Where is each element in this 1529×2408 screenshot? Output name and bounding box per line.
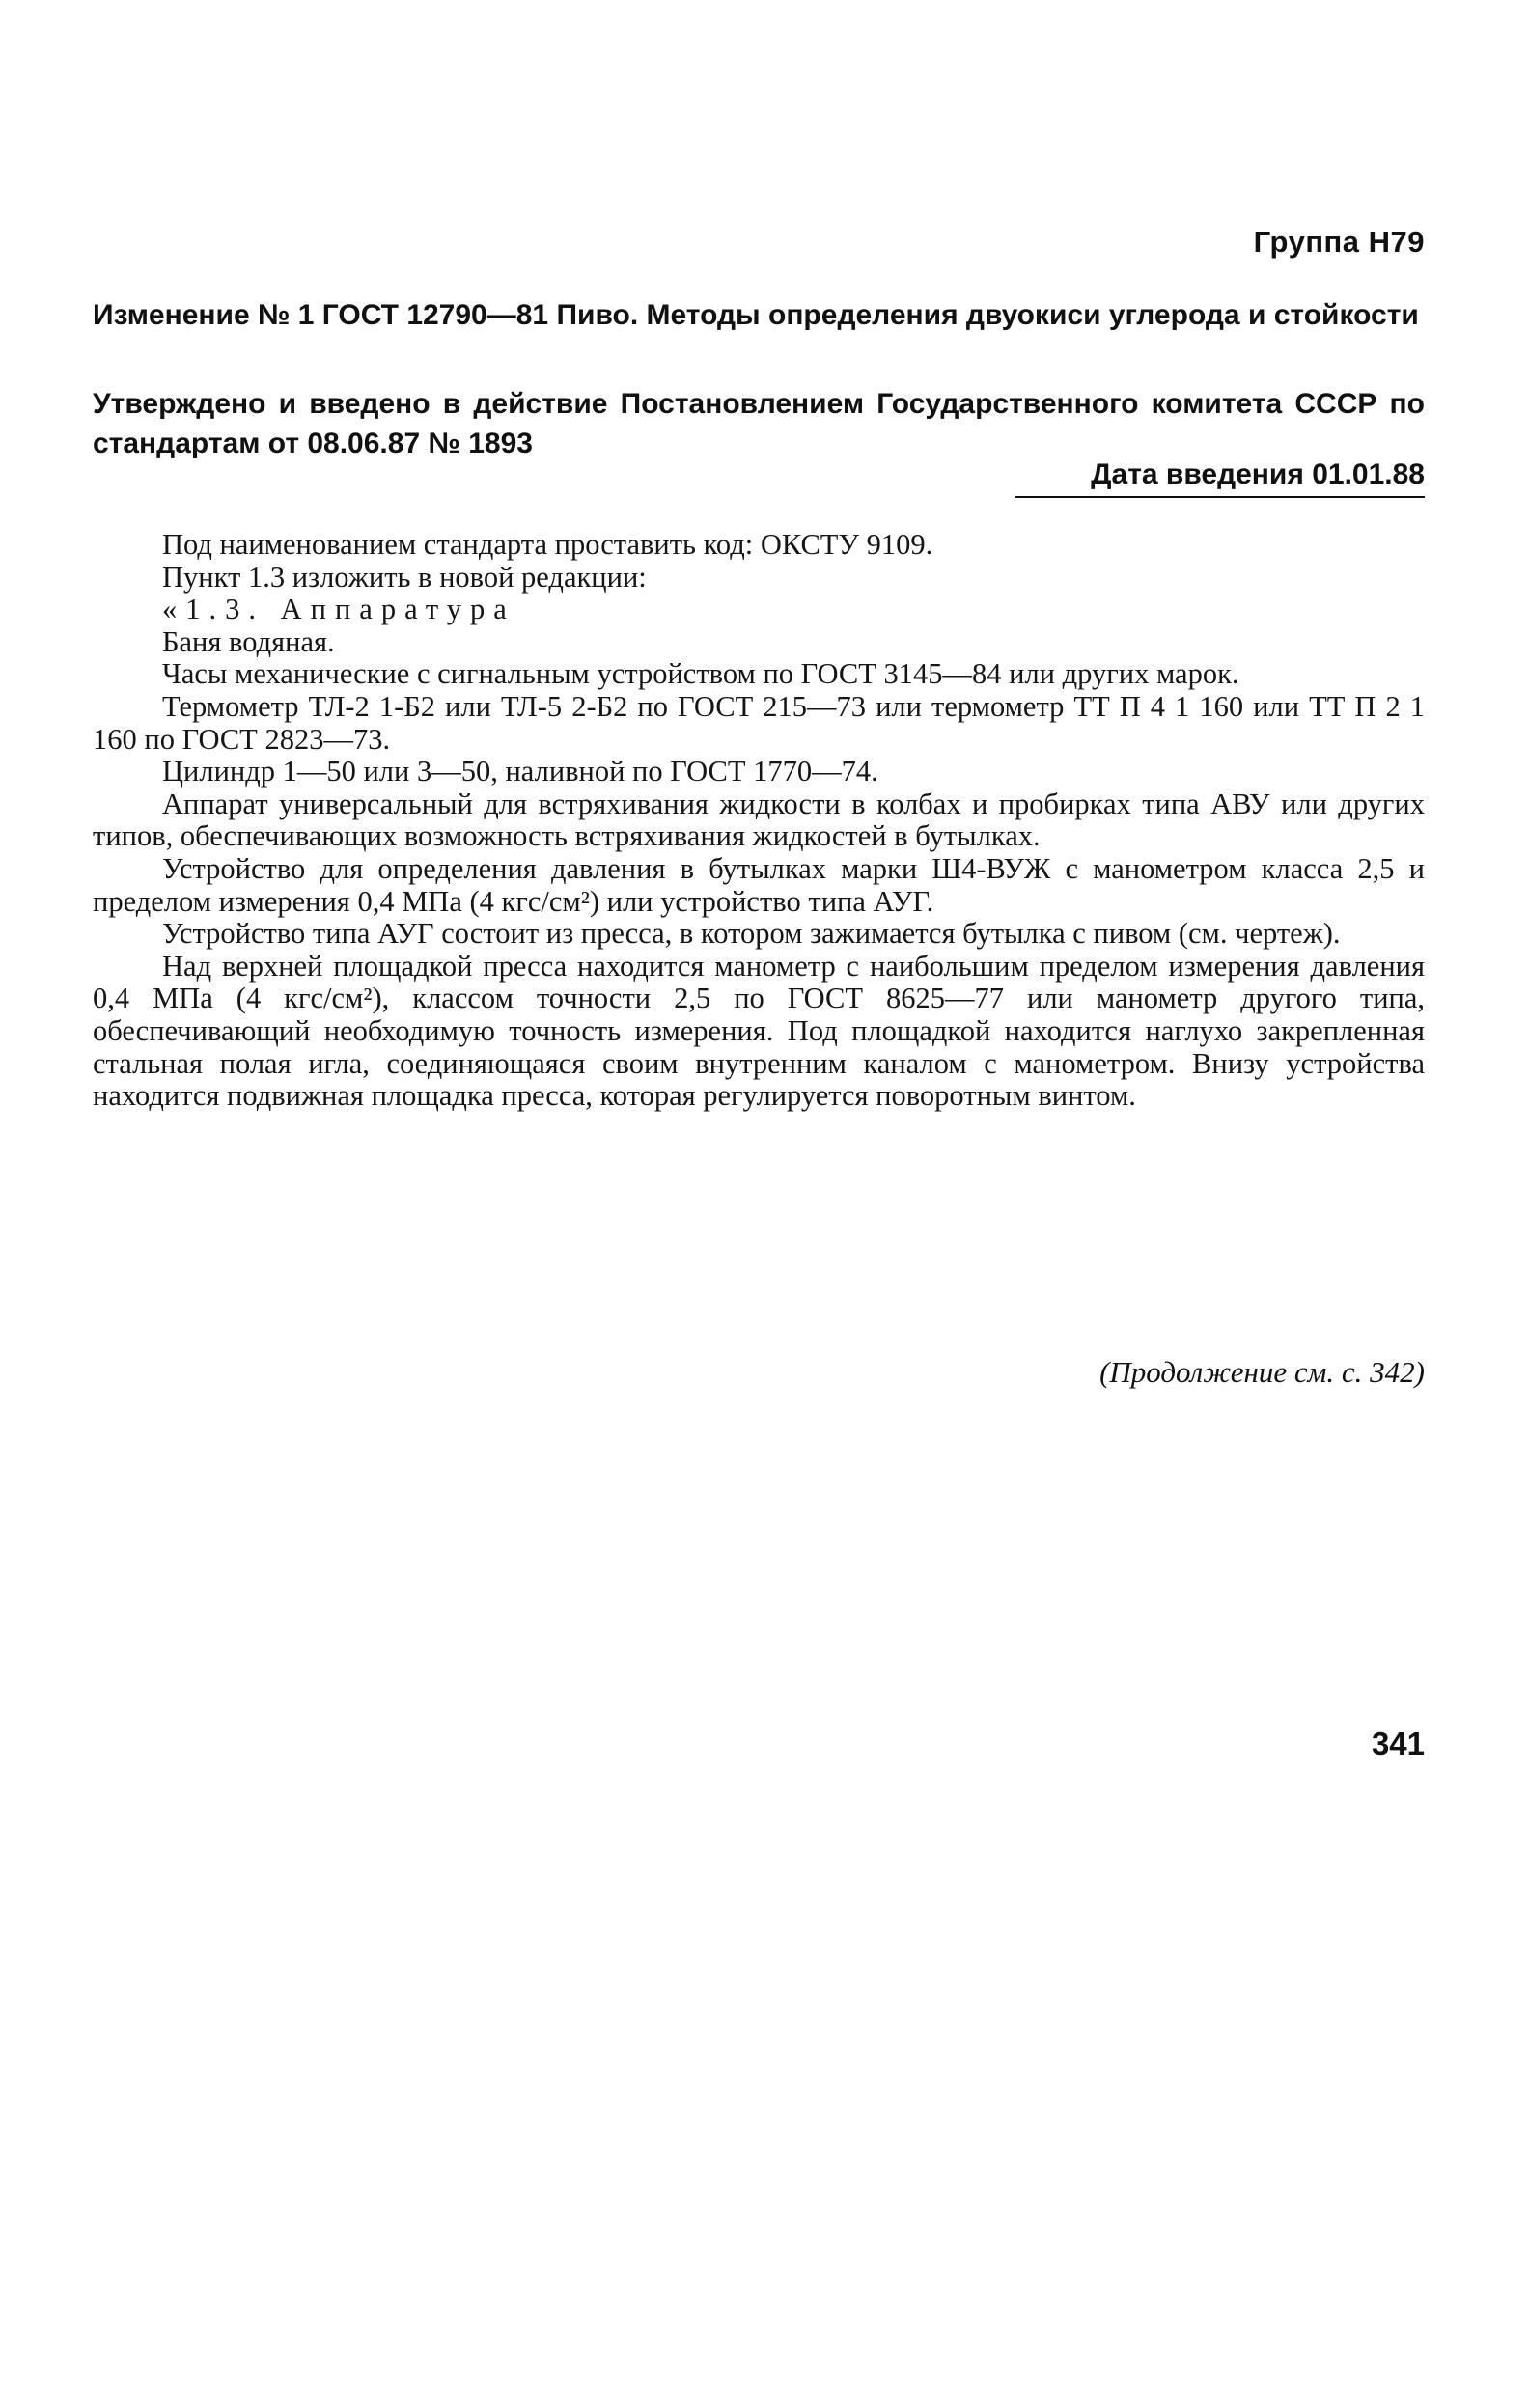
paragraph-pressure-device: Устройство для определения давления в бутылках марки Ш4-ВУЖ с манометром класса 2,5 и пределом измерения 0,4 МПа (4 кгс/см²) или устройство типа АУГ. [93, 851, 1425, 918]
body-text [93, 529, 1425, 1113]
introduction-date: Дата введения 01.01.88 [1091, 458, 1425, 490]
paragraph-section-heading: «1.3. Аппаратура [162, 593, 515, 626]
paragraph-water-bath: Баня водяная. [162, 624, 335, 658]
paragraph-clock: Часы механические с сигнальным устройством по ГОСТ 3145—84 или других марок. [162, 657, 1239, 691]
paragraph-manometer: Над верхней площадкой пресса находится манометр с наибольшим пределом измерения давления 0,4 МПа (4 кгс/см²), классом точности 2,5 по ГОСТ 8625—77 или манометр другого типа, обеспечивающий необходимую точность измерения. Под площадкой находится наглухо закрепленная стальная полая игла, соединяющаяся своим внутренним каналом с манометром. Внизу устройства находится подвижная площадка пресса, которая регулируется поворотным винтом. [93, 949, 1425, 1113]
paragraph-classifier-code: Под наименованием стандарта проставить код: ОКСТУ 9109. [162, 528, 933, 561]
paragraph-shaker: Аппарат универсальный для встряхивания жидкости в колбах и пробирках типа АВУ или других типов, обеспечивающих возможность встряхивания жидкостей в бутылках. [93, 787, 1425, 853]
paragraph-cylinder: Цилиндр 1—50 или 3—50, наливной по ГОСТ 1770—74. [162, 755, 878, 789]
paragraph-thermometer: Термометр ТЛ-2 1-Б2 или ТЛ-5 2-Б2 по ГОСТ 215—73 или термометр ТТ П 4 1 160 или ТТ П 2 1 160 по ГОСТ 2823—73. [93, 689, 1425, 756]
paragraph-new-edition: Пункт 1.3 изложить в новой редакции: [162, 560, 647, 594]
approval-statement: Утверждено и введено в действие Постановлением Государственного комитета СССР по стандартам от 08.06.87 № 1893 [93, 388, 1425, 459]
paragraph-aug-device: Устройство типа АУГ состоит из пресса, в котором зажимается бутылка с пивом (см. чертеж). [162, 917, 1341, 951]
page-number: 341 [1371, 1726, 1425, 1761]
introduction-date-underline [1015, 496, 1425, 498]
group-code: Группа Н79 [1253, 225, 1425, 259]
continued-note: (Продолжение см. с. 342) [1099, 1355, 1425, 1389]
change-title: Изменение № 1 ГОСТ 12790—81 Пиво. Методы определения двуокиси углерода и стойкости [93, 299, 1419, 331]
